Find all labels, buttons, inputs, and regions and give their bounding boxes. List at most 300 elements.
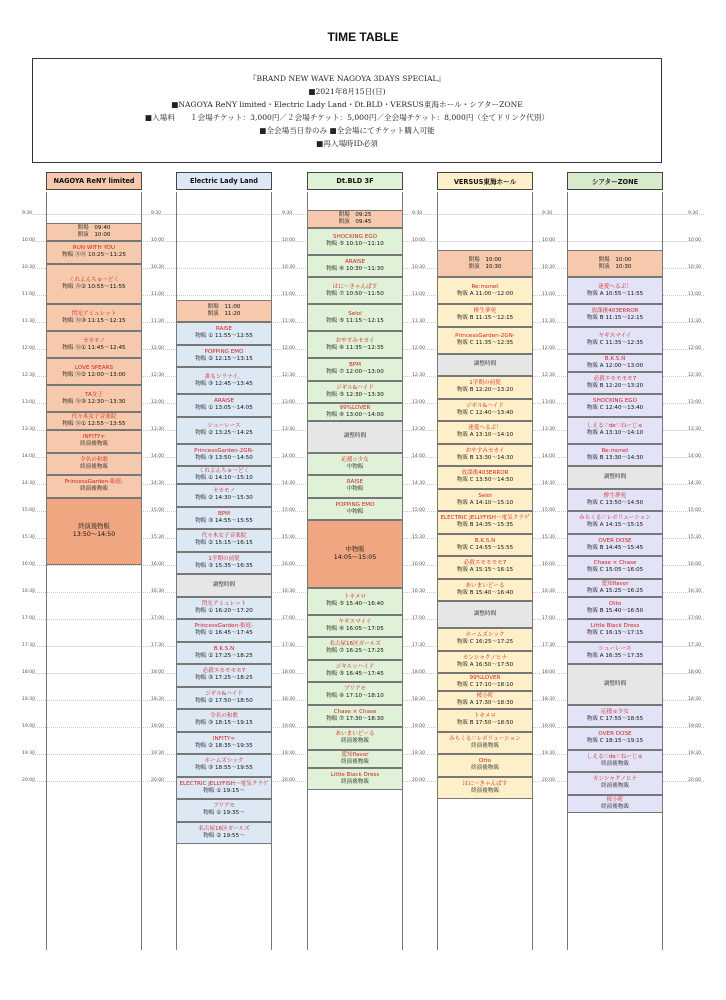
time-label: 12:30 bbox=[412, 373, 425, 378]
event-name: 『BRAND NEW WAVE NAGOYA 3DAYS SPECIAL』 bbox=[248, 74, 446, 83]
timetable-slot bbox=[567, 579, 663, 597]
timetable-slot bbox=[176, 799, 272, 822]
slot-detail: 物販 ③ 15:35～16:35 bbox=[195, 562, 253, 569]
slot-detail: 調整時間 bbox=[212, 581, 236, 588]
performer-name: ホームズシック bbox=[465, 632, 505, 639]
time-label: 18:00 bbox=[688, 670, 701, 675]
time-label: 10:00 bbox=[22, 238, 35, 243]
time-label: 18:30 bbox=[22, 697, 35, 702]
performer-name: くれよんちゅ～どく bbox=[198, 468, 250, 475]
time-label: 18:30 bbox=[412, 697, 425, 702]
time-label: 14:30 bbox=[22, 481, 35, 486]
timetable-slot bbox=[567, 597, 663, 620]
performer-name: Little Black Dress bbox=[330, 771, 380, 778]
time-label: 17:30 bbox=[542, 643, 555, 648]
timetable-slot bbox=[307, 615, 403, 638]
time-label: 12:00 bbox=[282, 346, 295, 351]
slot-detail: 終演後物販 bbox=[601, 803, 629, 810]
time-label: 16:00 bbox=[151, 562, 164, 567]
timetable-slot bbox=[307, 475, 403, 498]
slot-detail: 物販 ⑦ 12:00～13:00 bbox=[326, 369, 384, 376]
time-label: 17:30 bbox=[412, 643, 425, 648]
timetable-slot bbox=[437, 534, 533, 557]
event-price: ■入場料 １会場チケット：3,000円／２会場チケット：5,000円／全会場チケット：8,000円（全てドリンク代別） bbox=[144, 113, 550, 122]
slot-detail: 開場 11:00 bbox=[207, 303, 241, 310]
time-label: 18:30 bbox=[688, 697, 701, 702]
performer-name: ジギル&ハイド bbox=[466, 402, 504, 409]
time-label: 20:00 bbox=[412, 778, 425, 783]
slot-detail: 物販 ⑥ 11:35～12:35 bbox=[326, 344, 384, 351]
timetable-slot bbox=[307, 498, 403, 521]
performer-name: BPM bbox=[348, 362, 362, 369]
slot-detail: 物販 ⓈⓃ 10:25～11:25 bbox=[62, 252, 126, 259]
performer-name: ヤギスマイイ bbox=[338, 618, 372, 625]
performer-name: SHOCKING EGO bbox=[593, 398, 637, 405]
slot-detail: 物販 C 16:25～17:25 bbox=[456, 639, 514, 646]
timetable-slot bbox=[176, 642, 272, 665]
slot-detail: 物販 ⑤ 15:40～16:40 bbox=[326, 601, 384, 607]
performer-name: 愛知flavor bbox=[601, 580, 629, 587]
timetable-slot bbox=[46, 385, 142, 412]
performer-name: ブリアモ bbox=[344, 686, 366, 693]
timetable-slot bbox=[176, 777, 272, 800]
time-label: 11:00 bbox=[688, 292, 701, 297]
time-label: 17:00 bbox=[151, 616, 164, 621]
slot-detail: 開演 10:30 bbox=[468, 263, 502, 270]
timetable-slot bbox=[437, 250, 533, 277]
slot-detail: 物販 A 11:00～12:00 bbox=[456, 290, 514, 297]
time-label: 17:00 bbox=[542, 616, 555, 621]
slot-detail: 開場 10:00 bbox=[598, 256, 632, 263]
timetable-slot bbox=[176, 732, 272, 755]
timetable-slot bbox=[176, 417, 272, 444]
slot-detail: 物販 Ⓝ① 12:55～13:55 bbox=[62, 421, 126, 427]
time-label: 18:00 bbox=[282, 670, 295, 675]
performer-name: POPPiNG EMO bbox=[204, 348, 244, 355]
performer-name: Otto bbox=[478, 758, 492, 765]
timetable-slot bbox=[437, 399, 533, 422]
time-label: 16:00 bbox=[688, 562, 701, 567]
slot-detail: 終演後物販 bbox=[80, 486, 108, 493]
performer-name: 99%LOVER bbox=[339, 405, 371, 412]
slot-detail: 終演後物販 bbox=[471, 765, 499, 772]
slot-detail: 開場 09:25 bbox=[338, 211, 372, 218]
slot-detail: 物販 Ⓝ① 11:45～12:45 bbox=[62, 344, 126, 351]
slot-detail: 物販 ② 14:30～15:30 bbox=[195, 495, 253, 502]
performer-name: 必殺エモモモモ7 bbox=[463, 560, 507, 567]
performer-name: 迷愛へるぷ！ bbox=[468, 425, 502, 432]
timetable-slot bbox=[307, 588, 403, 615]
performer-name: ヤギスマイイ bbox=[598, 333, 632, 340]
slot-detail: 物販 A 17:30～18:30 bbox=[456, 700, 514, 706]
performer-name: あいまいどーる bbox=[335, 731, 375, 738]
timetable-slot bbox=[437, 304, 533, 327]
time-label: 12:00 bbox=[22, 346, 35, 351]
time-label: 15:00 bbox=[688, 508, 701, 513]
slot-detail: 物販 A 13:10～14:10 bbox=[456, 432, 514, 439]
slot-detail: 物販 ⑤ 12:30～13:30 bbox=[326, 391, 384, 398]
performer-name: しえる♡de♡ねーじゅ bbox=[586, 753, 644, 760]
slot-detail: 物販 B 14:45～15:45 bbox=[586, 544, 644, 551]
timetable-slot bbox=[307, 637, 403, 660]
performer-name: セカモノ bbox=[82, 337, 106, 344]
slot-detail: 物販 ⑦ 10:50～11:50 bbox=[326, 290, 384, 297]
slot-detail: 物販 C 16:15～17:15 bbox=[586, 630, 644, 637]
timetable-slot bbox=[437, 354, 533, 377]
performer-name: TA女子 bbox=[85, 391, 103, 398]
slot-detail: 物販 ① 13:05～14:05 bbox=[195, 405, 253, 412]
time-label: 19:30 bbox=[282, 751, 295, 756]
performer-name: OVER DOSE bbox=[598, 731, 632, 738]
time-label: 19:30 bbox=[542, 751, 555, 756]
timetable-slot bbox=[176, 597, 272, 620]
performer-name: 迷愛へるぷ！ bbox=[598, 283, 632, 290]
time-label: 16:00 bbox=[412, 562, 425, 567]
timetable-slot bbox=[46, 430, 142, 453]
timetable-slot bbox=[567, 372, 663, 395]
timetable-slot bbox=[307, 705, 403, 728]
slot-detail: 終演後物販 bbox=[78, 523, 110, 531]
time-label: 14:00 bbox=[688, 454, 701, 459]
time-label: 17:00 bbox=[688, 616, 701, 621]
slot-detail: 物販 ② 19:55～ bbox=[203, 832, 245, 839]
performer-name: INFITY∞ bbox=[82, 434, 106, 441]
time-label: 14:30 bbox=[688, 481, 701, 486]
slot-detail: 調整時間 bbox=[473, 611, 497, 617]
performer-name: 令名の和歌 bbox=[210, 713, 238, 720]
time-label: 15:30 bbox=[282, 535, 295, 540]
time-label: 20:00 bbox=[22, 778, 35, 783]
time-label: 15:30 bbox=[151, 535, 164, 540]
slot-detail: 終演後物販 bbox=[341, 738, 369, 745]
slot-detail: 物販 ① 16:20～17:20 bbox=[195, 607, 253, 614]
time-label: 10:00 bbox=[282, 238, 295, 243]
timetable-slot bbox=[567, 772, 663, 795]
time-label: 17:30 bbox=[688, 643, 701, 648]
time-label: 15:30 bbox=[542, 535, 555, 540]
slot-detail: 物販 ② 13:25～14:25 bbox=[195, 430, 253, 436]
performer-name: カンシャクノヒナ bbox=[592, 776, 638, 783]
timetable-slot bbox=[437, 579, 533, 602]
time-label: 17:30 bbox=[151, 643, 164, 648]
time-label: 16:30 bbox=[22, 589, 35, 594]
performer-name: 必殺エモモモモ7 bbox=[593, 375, 637, 382]
timetable-slot bbox=[437, 444, 533, 467]
time-label: 19:30 bbox=[22, 751, 35, 756]
timetable-slot bbox=[176, 484, 272, 507]
slot-detail: 物販 ⑥ 13:00～14:00 bbox=[326, 412, 384, 418]
performer-name: B.K.S.N bbox=[213, 645, 235, 652]
time-label: 13:30 bbox=[282, 427, 295, 432]
time-label: 19:30 bbox=[412, 751, 425, 756]
timetable-slot bbox=[307, 331, 403, 358]
timetable-slot bbox=[176, 619, 272, 642]
slot-detail: 物販 C 11:35～12:35 bbox=[456, 340, 514, 346]
timetable-slot bbox=[307, 421, 403, 453]
performer-name: ブリアモ bbox=[213, 803, 235, 810]
performer-name: PrincessGarden-姫庭- bbox=[64, 479, 124, 486]
timetable-slot bbox=[437, 777, 533, 800]
time-label: 10:30 bbox=[412, 265, 425, 270]
slot-detail: 物販 A 12:00～13:00 bbox=[586, 362, 644, 369]
slot-detail: 物販 B 12:20～13:20 bbox=[456, 387, 514, 394]
slot-detail: 物販 C 13:50～14:50 bbox=[586, 499, 644, 506]
time-label: 16:30 bbox=[151, 589, 164, 594]
time-label: 20:00 bbox=[542, 778, 555, 783]
time-label: 15:00 bbox=[22, 508, 35, 513]
timetable-slot bbox=[46, 358, 142, 385]
timetable-slot bbox=[567, 795, 663, 813]
time-label: 14:00 bbox=[412, 454, 425, 459]
slot-detail: 終演後物販 bbox=[601, 760, 629, 767]
time-label: 14:00 bbox=[282, 454, 295, 459]
timetable-slot bbox=[176, 444, 272, 467]
slot-detail: 中物販 bbox=[345, 545, 365, 553]
performer-name: しえる♡de♡ねーじゅ bbox=[586, 423, 644, 430]
performer-name: トキメロ bbox=[473, 713, 497, 720]
performer-name: ELECTRIC JELLYFISH～電気クラゲ bbox=[179, 780, 269, 787]
time-label: 16:30 bbox=[412, 589, 425, 594]
timetable-slot bbox=[437, 709, 533, 732]
timetable-slot bbox=[307, 210, 403, 228]
slot-detail: 物販 A 16:35～17:35 bbox=[586, 652, 644, 659]
performer-name: シューレース bbox=[207, 423, 241, 430]
time-label: 13:00 bbox=[22, 400, 35, 405]
slot-detail: 物販 A 16:50～17:50 bbox=[456, 661, 514, 668]
time-label: 11:30 bbox=[542, 319, 555, 324]
time-label: 15:30 bbox=[688, 535, 701, 540]
performer-name: シューレース bbox=[598, 645, 632, 652]
time-label: 10:30 bbox=[151, 265, 164, 270]
timetable-slot bbox=[437, 732, 533, 755]
time-label: 18:00 bbox=[412, 670, 425, 675]
time-label: 10:30 bbox=[282, 265, 295, 270]
performer-name: PrincessGarden-2GN- bbox=[194, 447, 254, 454]
slot-detail: 物販 B 15:40～16:50 bbox=[586, 607, 644, 614]
slot-detail: 物販 B 17:50～18:50 bbox=[456, 720, 514, 727]
timetable-slot bbox=[46, 241, 142, 264]
time-label: 11:30 bbox=[282, 319, 295, 324]
slot-detail: 開場 10:00 bbox=[468, 256, 502, 263]
timetable-slot bbox=[176, 664, 272, 687]
performer-name: 閃光アミュレット bbox=[71, 310, 117, 317]
time-label: 10:00 bbox=[412, 238, 425, 243]
timetable-slot bbox=[567, 727, 663, 750]
time-label: 19:00 bbox=[688, 724, 701, 729]
slot-detail: 14:05～15:05 bbox=[333, 553, 377, 561]
time-label: 17:30 bbox=[282, 643, 295, 648]
time-label: 15:30 bbox=[412, 535, 425, 540]
time-label: 13:30 bbox=[412, 427, 425, 432]
slot-detail: 調整時間 bbox=[603, 473, 627, 480]
time-label: 15:30 bbox=[22, 535, 35, 540]
slot-detail: 開演 10:30 bbox=[598, 263, 632, 270]
time-label: 11:30 bbox=[688, 319, 701, 324]
time-label: 13:00 bbox=[282, 400, 295, 405]
performer-name: 応援☆少女 bbox=[341, 456, 369, 463]
timetable-slot bbox=[437, 601, 533, 628]
performer-name: おやすみセカイ bbox=[335, 337, 375, 344]
slot-detail: 物販 A 15:15～16:15 bbox=[456, 567, 514, 574]
performer-name: みらくる♡レボリューション bbox=[579, 515, 651, 522]
performer-name: セカモノ bbox=[212, 488, 236, 495]
time-label: 16:00 bbox=[22, 562, 35, 567]
performer-name: はに～きゃんぱす bbox=[462, 780, 508, 787]
slot-detail: 物販 A 13:10～14:10 bbox=[586, 430, 644, 436]
performer-name: RAISE bbox=[215, 326, 233, 333]
time-label: 17:00 bbox=[22, 616, 35, 621]
time-label: 18:30 bbox=[282, 697, 295, 702]
performer-name: B.K.S.N bbox=[604, 355, 626, 362]
performer-name: Seloi bbox=[478, 492, 492, 499]
slot-detail: 物販 C 15:05～16:05 bbox=[586, 567, 644, 574]
performer-name: Seloi bbox=[348, 310, 362, 317]
timetable-slot bbox=[437, 691, 533, 709]
time-label: 11:00 bbox=[412, 292, 425, 297]
slot-detail: 物販 Ⓝ③ 12:30～13:30 bbox=[62, 398, 126, 405]
performer-name: SHOCKING EGO bbox=[333, 234, 377, 241]
time-label: 19:00 bbox=[22, 724, 35, 729]
performer-name: 酔生夢死 bbox=[603, 492, 627, 499]
time-label: 20:00 bbox=[688, 778, 701, 783]
time-label: 11:00 bbox=[151, 292, 164, 297]
timetable-slot bbox=[46, 264, 142, 305]
time-label: 13:30 bbox=[151, 427, 164, 432]
timetable-slot bbox=[307, 750, 403, 768]
performer-name: 代々木女子音楽院 bbox=[71, 414, 117, 421]
timetable-slot bbox=[307, 727, 403, 750]
timetable-slot bbox=[176, 687, 272, 710]
performer-name: Re:monet bbox=[601, 447, 629, 454]
timetable-slot bbox=[567, 417, 663, 444]
timetable-slot bbox=[437, 754, 533, 777]
slot-detail: 開演 11:20 bbox=[207, 310, 241, 317]
timetable-slot bbox=[46, 412, 142, 430]
time-label: 20:00 bbox=[151, 778, 164, 783]
slot-detail: 調整時間 bbox=[603, 680, 627, 687]
time-label: 17:00 bbox=[282, 616, 295, 621]
slot-detail: 物販 ③ 13:50～14:50 bbox=[195, 454, 253, 461]
timetable-slot bbox=[307, 358, 403, 381]
venue-header: VERSUS東海ホール bbox=[437, 172, 533, 190]
time-label: 19:00 bbox=[151, 724, 164, 729]
performer-name: INFITY∞ bbox=[212, 735, 236, 742]
timetable-slot bbox=[307, 255, 403, 278]
time-label: 10:30 bbox=[22, 265, 35, 270]
timetable-slot bbox=[46, 475, 142, 498]
timetable-slot bbox=[437, 489, 533, 512]
time-label: 10:00 bbox=[151, 238, 164, 243]
slot-detail: 物販 C 11:35～12:35 bbox=[586, 340, 644, 346]
performer-name: 99%LOVER bbox=[469, 675, 501, 682]
timetable-slot bbox=[307, 403, 403, 421]
performer-name: 代々木女子音楽院 bbox=[201, 533, 247, 540]
performer-name: 愛知flavor bbox=[341, 751, 369, 758]
time-label: 14:30 bbox=[542, 481, 555, 486]
slot-detail: 物販 ⑥ 10:30～11:30 bbox=[326, 265, 384, 272]
timetable-slot bbox=[567, 250, 663, 277]
slot-detail: 物販 Ⓝ② 12:00～13:00 bbox=[62, 371, 126, 378]
venue-header: Electric Lady Land bbox=[176, 172, 272, 190]
performer-name: 名古屋16区ガールズ bbox=[329, 641, 381, 648]
time-label: 16:30 bbox=[542, 589, 555, 594]
performer-name: トキメロ bbox=[343, 594, 367, 601]
slot-detail: 物販 B 13:30～14:30 bbox=[586, 454, 644, 461]
timetable-slot bbox=[176, 754, 272, 777]
timetable-slot bbox=[307, 682, 403, 705]
time-label: 13:00 bbox=[688, 400, 701, 405]
timetable-slot bbox=[176, 367, 272, 394]
event-venues: ■NAGOYA ReNY limited・Electric Lady Land・Dt.BLD・VERSUS東海ホール・シアターZONE bbox=[171, 100, 523, 109]
time-label: 10:30 bbox=[688, 265, 701, 270]
performer-name: 酔生夢死 bbox=[473, 308, 497, 315]
time-label: 11:30 bbox=[22, 319, 35, 324]
timetable-slot bbox=[46, 453, 142, 476]
timetable-slot bbox=[46, 304, 142, 331]
slot-detail: 開演 09:45 bbox=[338, 218, 372, 225]
page-title: TIME TABLE bbox=[327, 30, 399, 44]
slot-detail: 物販 B 14:35～15:35 bbox=[456, 522, 514, 529]
time-label: 10:00 bbox=[688, 238, 701, 243]
performer-name: PrincessGarden-2GN- bbox=[455, 333, 515, 340]
time-label: 12:30 bbox=[22, 373, 35, 378]
performer-name: 名古屋16区ガールズ bbox=[198, 825, 250, 832]
timetable-slot bbox=[176, 394, 272, 417]
time-label: 13:30 bbox=[22, 427, 35, 432]
slot-detail: 終演後物販 bbox=[471, 742, 499, 749]
slot-detail: 物販 ② 12:15～13:15 bbox=[195, 355, 253, 362]
timetable-slot bbox=[437, 376, 533, 399]
timetable-slot bbox=[567, 705, 663, 728]
time-label: 20:00 bbox=[282, 778, 295, 783]
slot-detail: 物販 B 13:30～14:30 bbox=[456, 454, 514, 461]
time-label: 14:00 bbox=[22, 454, 35, 459]
slot-detail: 物販 C 17:55～18:55 bbox=[586, 715, 644, 722]
slot-detail: 物販 C 12:40～13:40 bbox=[456, 409, 514, 416]
time-label: 11:00 bbox=[22, 292, 35, 297]
timetable-slot bbox=[437, 628, 533, 651]
timetable-slot bbox=[176, 552, 272, 575]
timetable-slot bbox=[307, 304, 403, 331]
slot-detail: 物販 ① 19:35～ bbox=[203, 810, 245, 817]
timetable-slot bbox=[437, 651, 533, 674]
performer-name: くれよんちゅ～どく bbox=[68, 276, 120, 283]
time-label: 12:30 bbox=[688, 373, 701, 378]
performer-name: ジギル&ハイド bbox=[205, 690, 243, 697]
time-label: 15:00 bbox=[151, 508, 164, 513]
performer-name: 応援ゅ少女 bbox=[601, 708, 629, 715]
slot-detail: 物販 ② 17:50～18:50 bbox=[195, 697, 253, 704]
time-label: 10:30 bbox=[542, 265, 555, 270]
time-label: 14:00 bbox=[542, 454, 555, 459]
event-reentry-note: ■再入場時ID必須 bbox=[316, 139, 378, 148]
timetable-slot bbox=[176, 574, 272, 597]
performer-name: おやすみセカイ bbox=[465, 447, 505, 454]
time-label: 11:30 bbox=[412, 319, 425, 324]
slot-detail: 物販 ③ 17:25～18:25 bbox=[195, 675, 253, 682]
slot-detail: 物販 A 14:15～15:15 bbox=[586, 522, 644, 529]
slot-detail: 物販 B 12:20～13:20 bbox=[586, 382, 644, 389]
slot-detail: 終演後物販 bbox=[601, 783, 629, 790]
timetable-slot bbox=[567, 534, 663, 557]
slot-detail: 終演後物販 bbox=[341, 758, 369, 765]
slot-detail: 終演後物販 bbox=[471, 787, 499, 794]
timetable-slot bbox=[307, 228, 403, 255]
time-label: 12:00 bbox=[412, 346, 425, 351]
slot-detail: 物販 ⑥ 16:05～17:05 bbox=[326, 625, 384, 632]
time-label: 13:00 bbox=[542, 400, 555, 405]
slot-detail: 開場 09:40 bbox=[77, 225, 111, 232]
